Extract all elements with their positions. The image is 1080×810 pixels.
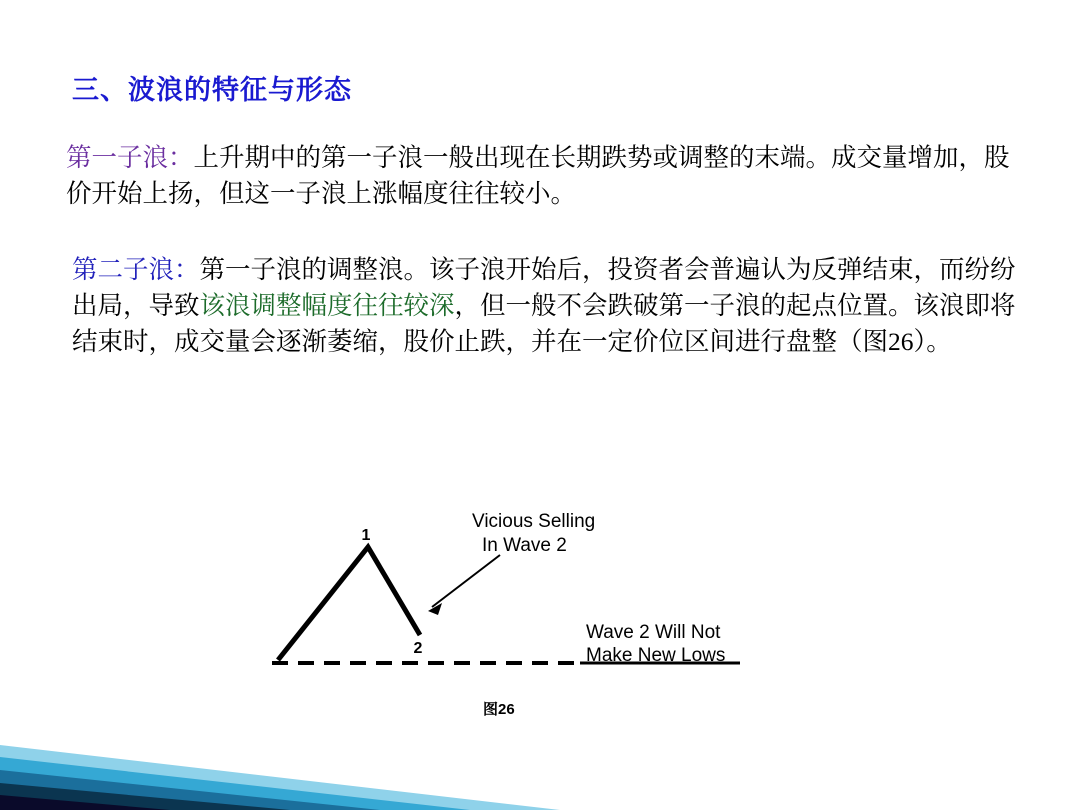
wave-diagram: [250, 495, 810, 695]
second-wave-highlight: 该浪调整幅度往往较深: [199, 291, 455, 320]
wave-diagram-svg: [250, 495, 810, 695]
deco-light-blue: [0, 745, 560, 810]
annotation-wave2-line2: Make New Lows: [586, 645, 726, 666]
paragraph-second-wave: [72, 252, 1032, 360]
decorative-footer: [0, 675, 1080, 810]
first-wave-label: 第一子浪: [66, 143, 169, 172]
paragraph-first-wave: [66, 140, 1026, 212]
deco-navy: [0, 783, 290, 810]
deco-black: [0, 795, 170, 810]
second-wave-separator: ：: [174, 255, 200, 284]
annotation-arrow-line: [432, 555, 500, 607]
deco-white-stripe: [0, 733, 640, 810]
wave-path: [278, 547, 420, 660]
second-wave-text-part2: ，但一般不会跌破第一子浪的起点位置。该浪即将结束时，成交量会逐渐萎缩，股价止跌，并在一定价位区间进行盘整（图26）。: [72, 291, 1016, 356]
second-wave-text-part1: 第一子浪的调整浪。该子浪开始后，投资者会普遍认为反弹结束，而纷纷出局，导致: [72, 255, 1016, 320]
label-trough-2: 2: [413, 640, 423, 657]
annotation-vicious-selling-line1: Vicious Selling: [472, 511, 596, 532]
annotation-vicious-selling-line2: In Wave 2: [482, 535, 567, 556]
first-wave-text: 上升期中的第一子浪一般出现在长期跌势或调整的末端。成交量增加，股价开始上扬，但这一子浪上涨幅度往往较小。: [66, 143, 1010, 208]
figure-caption: 图26: [483, 701, 515, 718]
second-wave-label: 第二子浪: [72, 255, 175, 284]
deco-base: [0, 803, 1080, 810]
deco-mid-blue: [0, 757, 470, 810]
first-wave-separator: ：: [168, 143, 194, 172]
annotation-wave2-line1: Wave 2 Will Not: [586, 622, 721, 643]
label-peak-1: 1: [361, 527, 371, 544]
page-title: 三、波浪的特征与形态: [72, 75, 352, 105]
deco-dark-blue: [0, 770, 380, 810]
